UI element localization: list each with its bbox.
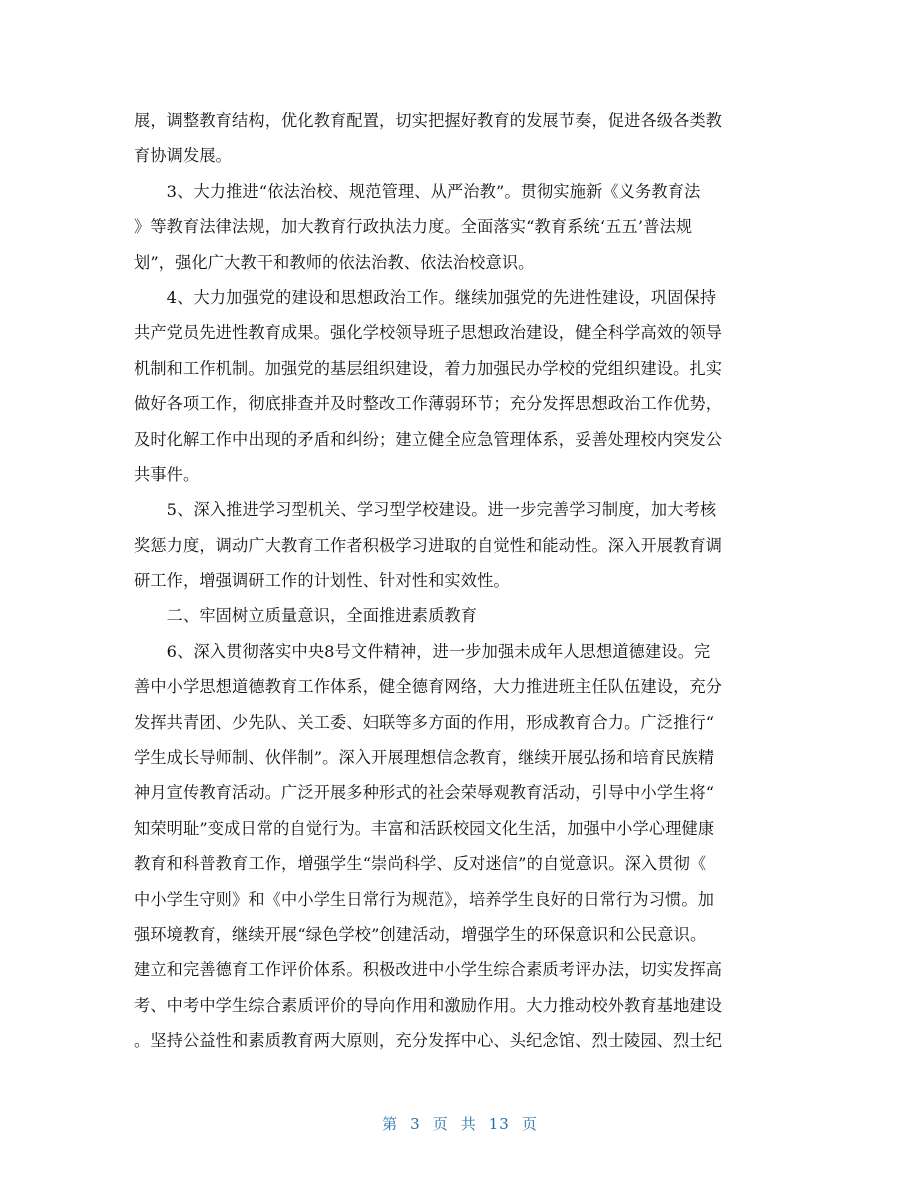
text-line: 建立和完善德育工作评价体系。积极改进中小学生综合素质考评办法，切实发挥高: [134, 960, 723, 980]
text-line: 发挥共青团、少先队、关工委、妇联等多方面的作用，形成教育合力。广泛推行“: [134, 712, 715, 732]
text-line: 奖惩力度，调动广大教育工作者积极学习进取的自觉性和能动性。深入开展教育调: [134, 535, 723, 555]
section-heading: 二、牢固树立质量意识，全面推进素质教育: [134, 606, 478, 626]
text-line: 。坚持公益性和素质教育两大原则，充分发挥中心、头纪念馆、烈士陵园、烈士纪: [134, 1031, 723, 1051]
text-line: 6、深入贯彻落实中央8号文件精神，进一步加强未成年人思想道德建设。完: [134, 641, 711, 661]
text-line: 研工作，增强调研工作的计划性、针对性和实效性。: [134, 571, 510, 591]
footer-page-word: 页: [432, 1115, 449, 1133]
text-line: 3、大力推进“依法治校、规范管理、从严治教”。贯彻实施新《义务教育法: [134, 181, 701, 201]
text-line: 育协调发展。: [134, 146, 233, 166]
text-line: 5、深入推进学习型机关、学习型学校建设。进一步完善学习制度，加大考核: [134, 500, 717, 520]
footer-total-pages: 13: [488, 1115, 510, 1133]
text-line: 考、中考中学生综合素质评价的导向作用和激励作用。大力推动校外教育基地建设: [134, 995, 723, 1015]
text-line: 学生成长导师制、伙伴制”。深入开展理想信念教育，继续开展弘扬和培育民族精: [134, 748, 715, 768]
footer-page-number: 3: [410, 1115, 421, 1133]
text-line: 共事件。: [134, 464, 200, 484]
document-body: [134, 103, 794, 1059]
text-line: 善中小学思想道德教育工作体系，健全德育网络，大力推进班主任队伍建设，充分: [134, 677, 723, 697]
text-line: 机制和工作机制。加强党的基层组织建设，着力加强民办学校的党组织建设。扎实: [134, 358, 723, 378]
page-footer: [0, 1113, 920, 1134]
text-line: 中小学生守则》和《中小学生日常行为规范》，培养学生良好的日常行为习惯。加: [134, 889, 715, 909]
text-line: 划”，强化广大教干和教师的依法治教、依法治校意识。: [134, 252, 535, 272]
text-line: 强环境教育，继续开展“绿色学校”创建活动，增强学生的环保意识和公民意识。: [134, 924, 707, 944]
text-line: 知荣明耻”变成日常的自觉行为。丰富和活跃校园文化生活，加强中小学心理健康: [134, 818, 715, 838]
footer-suffix: 页: [521, 1115, 538, 1133]
text-line: 教育和科普教育工作，增强学生“崇尚科学、反对迷信”的自觉意识。深入贯彻《: [134, 854, 707, 874]
text-line: 做好各项工作，彻底排查并及时整改工作薄弱环节；充分发挥思想政治工作优势，: [134, 394, 723, 414]
footer-total-label: 共: [460, 1115, 477, 1133]
text-line: 展，调整教育结构，优化教育配置，切实把握好教育的发展节奏，促进各级各类教: [134, 111, 723, 130]
text-line: 共产党员先进性教育成果。强化学校领导班子思想政治建设，健全科学高效的领导: [134, 323, 723, 343]
text-line: 4、大力加强党的建设和思想政治工作。继续加强党的先进性建设，巩固保持: [134, 287, 717, 307]
text-line: 及时化解工作中出现的矛盾和纠纷；建立健全应急管理体系，妥善处理校内突发公: [134, 429, 723, 449]
text-line: 》等教育法律法规，加大教育行政执法力度。全面落实“教育系统‘五五’普法规: [134, 217, 693, 237]
footer-prefix: 第: [382, 1115, 399, 1133]
text-line: 神月宣传教育活动。广泛开展多种形式的社会荣辱观教育活动，引导中小学生将“: [134, 783, 715, 803]
